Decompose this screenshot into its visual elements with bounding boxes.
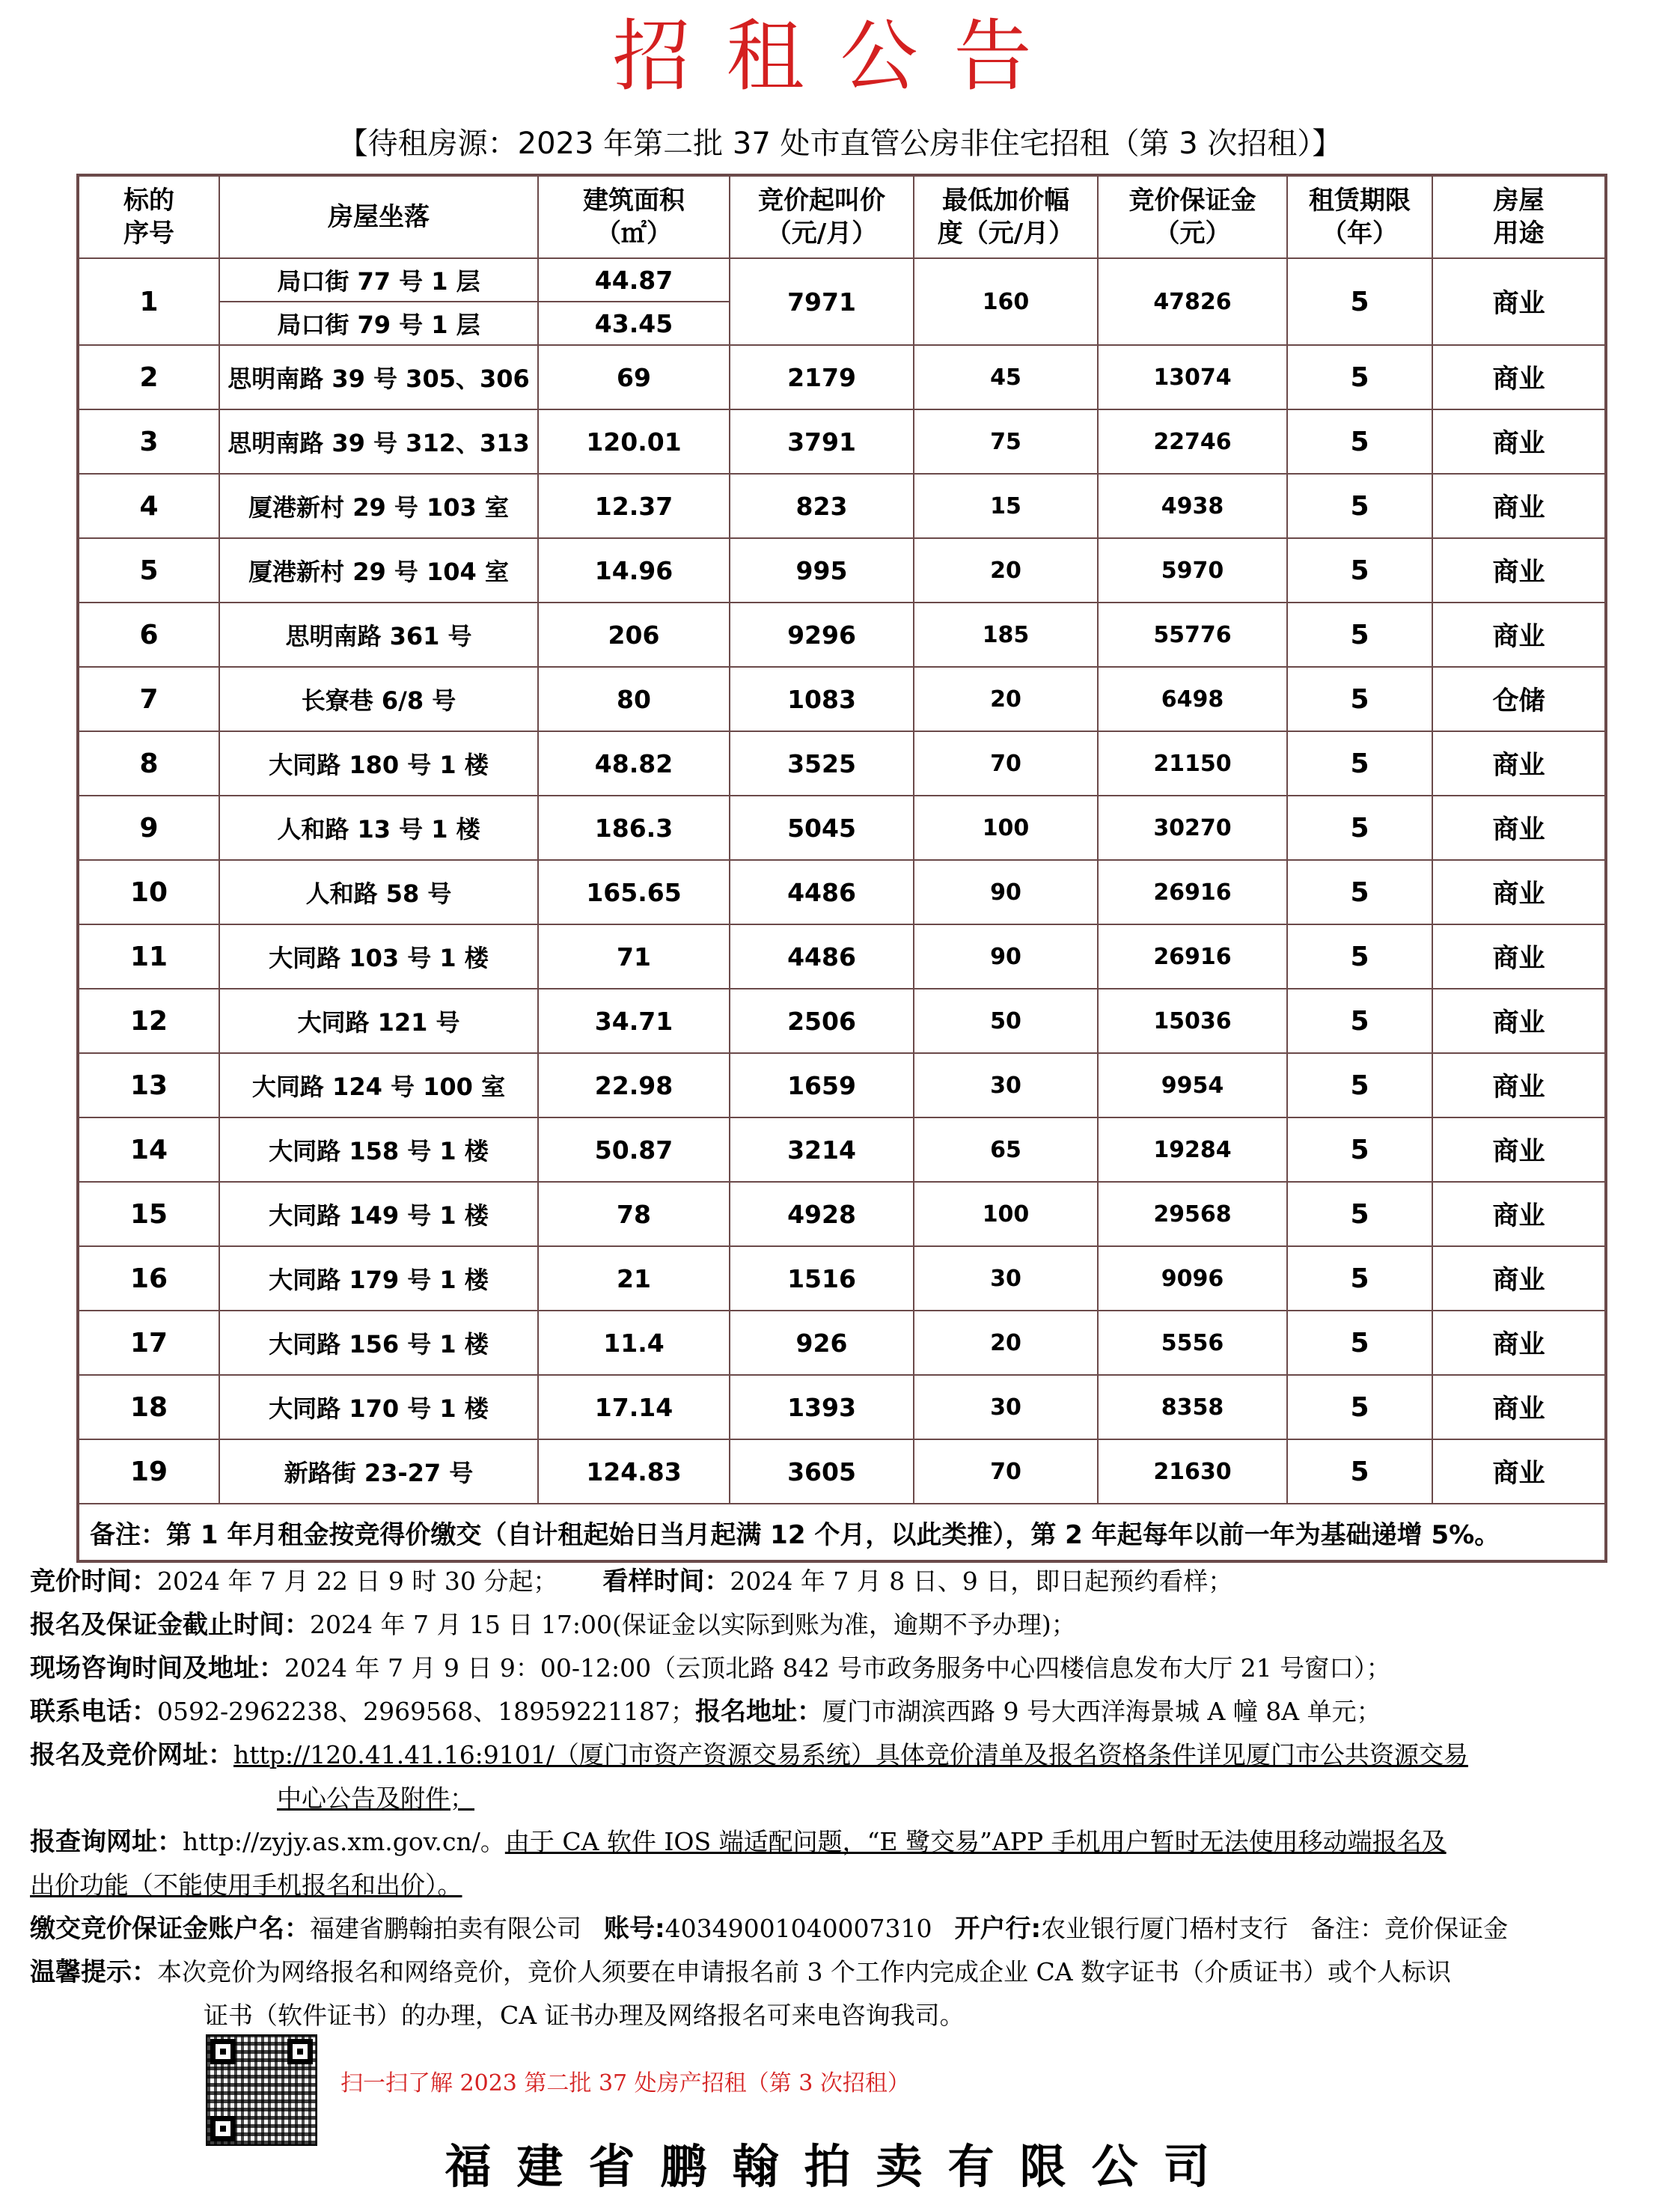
table-row <box>78 731 1606 796</box>
header-term: 租赁期限 （年） <box>1287 175 1432 258</box>
bid-time-label: 竞价时间： <box>30 1567 157 1597</box>
cell-deposit: 9096 <box>1098 1246 1287 1311</box>
cell-location: 厦港新村 29 号 104 室 <box>219 538 538 603</box>
table-row <box>78 603 1606 667</box>
table-row <box>78 1439 1606 1504</box>
cell-location: 大同路 170 号 1 楼 <box>219 1375 538 1439</box>
cell-usage: 商业 <box>1432 1182 1606 1246</box>
cell-area: 165.65 <box>538 860 730 924</box>
cell-min-increment: 65 <box>914 1117 1098 1182</box>
auction-web-link-cont[interactable]: 中心公告及附件； <box>277 1784 474 1813</box>
listing-subtitle: 【待租房源：2023 年第二批 37 处市直管公房非住宅招租（第 3 次招租）】 <box>337 126 1343 161</box>
cell-deposit: 5970 <box>1098 538 1287 603</box>
cell-usage: 商业 <box>1432 860 1606 924</box>
cell-area: 120.01 <box>538 409 730 474</box>
cell-area: 80 <box>538 667 730 731</box>
cell-usage: 商业 <box>1432 345 1606 409</box>
table-row <box>78 1053 1606 1117</box>
cell-location: 新路街 23-27 号 <box>219 1439 538 1504</box>
table-row <box>78 538 1606 603</box>
cell-min-increment: 20 <box>914 667 1098 731</box>
cell-usage: 商业 <box>1432 796 1606 860</box>
account-name: 福建省鹏翰拍卖有限公司 <box>310 1914 581 1943</box>
cell-deposit: 26916 <box>1098 924 1287 989</box>
cell-start-price: 7971 <box>730 258 914 345</box>
cell-seq: 19 <box>78 1439 219 1504</box>
cell-term: 5 <box>1287 1439 1432 1504</box>
cell-term: 5 <box>1287 667 1432 731</box>
table-row <box>78 1117 1606 1182</box>
cell-seq: 2 <box>78 345 219 409</box>
cell-location: 局口街 77 号 1 层 <box>219 258 538 302</box>
cell-location: 大同路 180 号 1 楼 <box>219 731 538 796</box>
cell-location: 思明南路 361 号 <box>219 603 538 667</box>
cell-start-price: 3525 <box>730 731 914 796</box>
table-row <box>78 1246 1606 1311</box>
web-line <box>30 1733 1654 1777</box>
cell-deposit: 30270 <box>1098 796 1287 860</box>
cell-start-price: 823 <box>730 474 914 538</box>
cell-deposit: 9954 <box>1098 1053 1287 1117</box>
cell-seq: 17 <box>78 1311 219 1375</box>
viewing-label: 看样时间： <box>602 1567 730 1597</box>
cell-area: 12.37 <box>538 474 730 538</box>
cell-usage: 仓储 <box>1432 667 1606 731</box>
consult-label: 现场咨询时间及地址： <box>30 1653 284 1683</box>
query-url[interactable]: http://zyjy.as.xm.gov.cn/。 <box>183 1827 505 1856</box>
cell-start-price: 3214 <box>730 1117 914 1182</box>
web-label: 报名及竞价网址： <box>30 1740 233 1770</box>
cell-seq: 13 <box>78 1053 219 1117</box>
cell-deposit: 5556 <box>1098 1311 1287 1375</box>
contact-line <box>30 1690 1654 1733</box>
cell-seq: 1 <box>78 258 219 345</box>
cell-location: 长寮巷 6/8 号 <box>219 667 538 731</box>
cell-usage: 商业 <box>1432 924 1606 989</box>
cell-deposit: 55776 <box>1098 603 1287 667</box>
cell-area: 78 <box>538 1182 730 1246</box>
cell-seq: 12 <box>78 989 219 1053</box>
remark-value: 竞价保证金 <box>1384 1914 1509 1943</box>
cell-term: 5 <box>1287 1246 1432 1311</box>
cell-start-price: 995 <box>730 538 914 603</box>
header-seq: 标的 序号 <box>78 175 219 258</box>
cell-min-increment: 100 <box>914 796 1098 860</box>
cell-min-increment: 45 <box>914 345 1098 409</box>
cell-usage: 商业 <box>1432 258 1606 345</box>
table-row <box>78 1311 1606 1375</box>
cell-location: 大同路 121 号 <box>219 989 538 1053</box>
cell-seq: 15 <box>78 1182 219 1246</box>
table-row <box>78 258 1606 302</box>
cell-term: 5 <box>1287 860 1432 924</box>
cell-area: 124.83 <box>538 1439 730 1504</box>
cell-usage: 商业 <box>1432 1053 1606 1117</box>
cell-seq: 7 <box>78 667 219 731</box>
cell-seq: 10 <box>78 860 219 924</box>
account-no-label: 账号: <box>604 1914 665 1944</box>
table-row <box>78 409 1606 474</box>
cell-location: 局口街 79 号 1 层 <box>219 302 538 345</box>
table-row <box>78 860 1606 924</box>
cell-min-increment: 90 <box>914 860 1098 924</box>
cell-usage: 商业 <box>1432 603 1606 667</box>
cell-term: 5 <box>1287 1117 1432 1182</box>
cell-seq: 16 <box>78 1246 219 1311</box>
bank-label: 开户行: <box>954 1914 1042 1944</box>
query-label: 报查询网址： <box>30 1827 183 1857</box>
cell-start-price: 4486 <box>730 924 914 989</box>
header-min-increment: 最低加价幅 度（元/月） <box>914 175 1098 258</box>
cell-area: 21 <box>538 1246 730 1311</box>
cell-deposit: 29568 <box>1098 1182 1287 1246</box>
deadline-line <box>30 1603 1654 1647</box>
cell-seq: 3 <box>78 409 219 474</box>
cell-seq: 9 <box>78 796 219 860</box>
header-usage: 房屋 用途 <box>1432 175 1606 258</box>
cell-term: 5 <box>1287 731 1432 796</box>
cell-term: 5 <box>1287 474 1432 538</box>
cell-start-price: 5045 <box>730 796 914 860</box>
cell-location: 大同路 179 号 1 楼 <box>219 1246 538 1311</box>
cell-area: 22.98 <box>538 1053 730 1117</box>
cell-area: 50.87 <box>538 1117 730 1182</box>
cell-deposit: 19284 <box>1098 1117 1287 1182</box>
cell-area: 206 <box>538 603 730 667</box>
cell-deposit: 13074 <box>1098 345 1287 409</box>
qr-caption: 扫一扫了解 2023 第二批 37 处房产招租（第 3 次招租） <box>340 2070 910 2096</box>
header-start-price: 竞价起叫价 （元/月） <box>730 175 914 258</box>
remark-label: 备注： <box>1310 1914 1385 1943</box>
consult-value: 2024 年 7 月 9 日 9：00-12:00（云顶北路 842 号市政务服务中心四楼信息发布大厅 21 号窗口）； <box>284 1653 1391 1683</box>
cell-term: 5 <box>1287 538 1432 603</box>
query-note: 由于 CA 软件 IOS 端适配问题，“E 鹭交易”APP 手机用户暂时无法使用移动端报名及 <box>504 1827 1447 1856</box>
cell-deposit: 26916 <box>1098 860 1287 924</box>
table-row <box>78 667 1606 731</box>
bank-name: 农业银行厦门梧村支行 <box>1041 1914 1289 1943</box>
cell-usage: 商业 <box>1432 409 1606 474</box>
cell-area: 34.71 <box>538 989 730 1053</box>
cell-area: 43.45 <box>538 302 730 345</box>
cell-usage: 商业 <box>1432 1439 1606 1504</box>
header-area: 建筑面积 （㎡） <box>538 175 730 258</box>
cell-location: 人和路 13 号 1 楼 <box>219 796 538 860</box>
cell-location: 大同路 158 号 1 楼 <box>219 1117 538 1182</box>
deadline-value: 2024 年 7 月 15 日 17:00(保证金以实际到账为准，逾期不予办理)； <box>310 1610 1076 1639</box>
cell-deposit: 4938 <box>1098 474 1287 538</box>
cell-term: 5 <box>1287 409 1432 474</box>
table-note-row <box>78 1504 1606 1561</box>
cell-term: 5 <box>1287 345 1432 409</box>
cell-usage: 商业 <box>1432 731 1606 796</box>
cell-seq: 6 <box>78 603 219 667</box>
cell-min-increment: 75 <box>914 409 1098 474</box>
cell-start-price: 3791 <box>730 409 914 474</box>
cell-deposit: 15036 <box>1098 989 1287 1053</box>
header-deposit: 竞价保证金 （元） <box>1098 175 1287 258</box>
cell-seq: 14 <box>78 1117 219 1182</box>
cell-term: 5 <box>1287 1375 1432 1439</box>
cell-location: 大同路 124 号 100 室 <box>219 1053 538 1117</box>
cell-start-price: 1516 <box>730 1246 914 1311</box>
cell-start-price: 4928 <box>730 1182 914 1246</box>
cell-seq: 18 <box>78 1375 219 1439</box>
reg-addr-value: 厦门市湖滨西路 9 号大西洋海景城 A 幢 8A 单元； <box>822 1697 1381 1726</box>
cell-seq: 11 <box>78 924 219 989</box>
cell-deposit: 8358 <box>1098 1375 1287 1439</box>
cell-term: 5 <box>1287 924 1432 989</box>
cell-area: 14.96 <box>538 538 730 603</box>
cell-min-increment: 50 <box>914 989 1098 1053</box>
cell-usage: 商业 <box>1432 1117 1606 1182</box>
cell-location: 厦港新村 29 号 103 室 <box>219 474 538 538</box>
viewing-value: 2024 年 7 月 8 日、9 日，即日起预约看样； <box>730 1567 1233 1596</box>
cell-location: 大同路 156 号 1 楼 <box>219 1311 538 1375</box>
cell-usage: 商业 <box>1432 474 1606 538</box>
tip-text: 本次竞价为网络报名和网络竞价，竞价人须要在申请报名前 3 个工作内完成企业 CA 数字证书（介质证书）或个人标识 <box>157 1957 1452 1986</box>
query-line-2 <box>30 1864 1654 1907</box>
cell-area: 48.82 <box>538 731 730 796</box>
bid-time-value: 2024 年 7 月 22 日 9 时 30 分起； <box>157 1567 558 1596</box>
header-location: 房屋坐落 <box>219 175 538 258</box>
auction-web-link[interactable]: http://120.41.41.16:9101/（厦门市资产资源交易系统）具体竞价清单及报名资格条件详见厦门市公共资源交易 <box>233 1740 1468 1769</box>
cell-start-price: 9296 <box>730 603 914 667</box>
table-row <box>78 474 1606 538</box>
table-row <box>78 924 1606 989</box>
phone-value: 0592-2962238、2969568、18959221187； <box>157 1697 696 1726</box>
table-header-row <box>78 175 1606 258</box>
table-row <box>78 345 1606 409</box>
cell-min-increment: 160 <box>914 258 1098 345</box>
cell-start-price: 1393 <box>730 1375 914 1439</box>
cell-min-increment: 20 <box>914 538 1098 603</box>
table-row <box>78 1182 1606 1246</box>
page-title: 招租公告 <box>612 10 1068 102</box>
company-name: 福建省鹏翰拍卖有限公司 <box>445 2139 1235 2194</box>
cell-area: 44.87 <box>538 258 730 302</box>
phone-label: 联系电话： <box>30 1697 157 1727</box>
cell-usage: 商业 <box>1432 538 1606 603</box>
cell-seq: 4 <box>78 474 219 538</box>
table-row <box>78 1375 1606 1439</box>
consult-line <box>30 1647 1654 1690</box>
tip-label: 温馨提示： <box>30 1957 157 1987</box>
cell-area: 186.3 <box>538 796 730 860</box>
rental-listing-table <box>76 174 1607 1563</box>
bid-time-line <box>30 1560 1654 1603</box>
cell-area: 69 <box>538 345 730 409</box>
cell-deposit: 21150 <box>1098 731 1287 796</box>
table-row <box>78 989 1606 1053</box>
tip-line <box>30 1951 1654 1994</box>
cell-deposit: 6498 <box>1098 667 1287 731</box>
cell-term: 5 <box>1287 1311 1432 1375</box>
cell-term: 5 <box>1287 1053 1432 1117</box>
cell-min-increment: 15 <box>914 474 1098 538</box>
cell-min-increment: 100 <box>914 1182 1098 1246</box>
cell-location: 人和路 58 号 <box>219 860 538 924</box>
cell-term: 5 <box>1287 258 1432 345</box>
reg-addr-label: 报名地址： <box>695 1697 823 1727</box>
cell-min-increment: 30 <box>914 1246 1098 1311</box>
cell-area: 17.14 <box>538 1375 730 1439</box>
cell-term: 5 <box>1287 989 1432 1053</box>
cell-start-price: 1659 <box>730 1053 914 1117</box>
account-label: 缴交竞价保证金账户名： <box>30 1914 310 1944</box>
cell-min-increment: 20 <box>914 1311 1098 1375</box>
query-line <box>30 1820 1654 1864</box>
cell-usage: 商业 <box>1432 1311 1606 1375</box>
deadline-label: 报名及保证金截止时间： <box>30 1610 310 1640</box>
cell-start-price: 2179 <box>730 345 914 409</box>
cell-seq: 8 <box>78 731 219 796</box>
cell-deposit: 47826 <box>1098 258 1287 345</box>
cell-min-increment: 90 <box>914 924 1098 989</box>
cell-min-increment: 185 <box>914 603 1098 667</box>
query-note-cont: 出价功能（不能使用手机报名和出价）。 <box>30 1870 462 1900</box>
cell-term: 5 <box>1287 1182 1432 1246</box>
cell-location: 大同路 149 号 1 楼 <box>219 1182 538 1246</box>
cell-term: 5 <box>1287 796 1432 860</box>
cell-term: 5 <box>1287 603 1432 667</box>
cell-start-price: 1083 <box>730 667 914 731</box>
cell-usage: 商业 <box>1432 1246 1606 1311</box>
auction-info <box>30 1560 1654 2037</box>
cell-location: 思明南路 39 号 312、313 <box>219 409 538 474</box>
web-line-2 <box>30 1777 1654 1820</box>
cell-usage: 商业 <box>1432 989 1606 1053</box>
cell-usage: 商业 <box>1432 1375 1606 1439</box>
cell-start-price: 926 <box>730 1311 914 1375</box>
qr-finder-icon <box>210 2039 236 2064</box>
tip-line-2 <box>30 1994 1654 2037</box>
cell-area: 71 <box>538 924 730 989</box>
cell-deposit: 21630 <box>1098 1439 1287 1504</box>
cell-start-price: 4486 <box>730 860 914 924</box>
cell-area: 11.4 <box>538 1311 730 1375</box>
cell-start-price: 3605 <box>730 1439 914 1504</box>
cell-min-increment: 30 <box>914 1053 1098 1117</box>
tip-text-cont: 证书（软件证书）的办理，CA 证书办理及网络报名可来电咨询我司。 <box>204 2001 965 2030</box>
cell-min-increment: 70 <box>914 1439 1098 1504</box>
cell-start-price: 2506 <box>730 989 914 1053</box>
table-note: 备注：第 1 年月租金按竞得价缴交（自计租起始日当月起满 12 个月，以此类推），第 2 年起每年以前一年为基础递增 5%。 <box>78 1504 1606 1561</box>
cell-min-increment: 30 <box>914 1375 1098 1439</box>
cell-seq: 5 <box>78 538 219 603</box>
account-line <box>30 1907 1654 1951</box>
cell-location: 大同路 103 号 1 楼 <box>219 924 538 989</box>
qr-code[interactable] <box>206 2034 317 2146</box>
cell-min-increment: 70 <box>914 731 1098 796</box>
cell-location: 思明南路 39 号 305、306 <box>219 345 538 409</box>
qr-finder-icon <box>287 2039 313 2064</box>
table-row <box>78 796 1606 860</box>
cell-deposit: 22746 <box>1098 409 1287 474</box>
account-no: 40349001040007310 <box>665 1914 932 1943</box>
